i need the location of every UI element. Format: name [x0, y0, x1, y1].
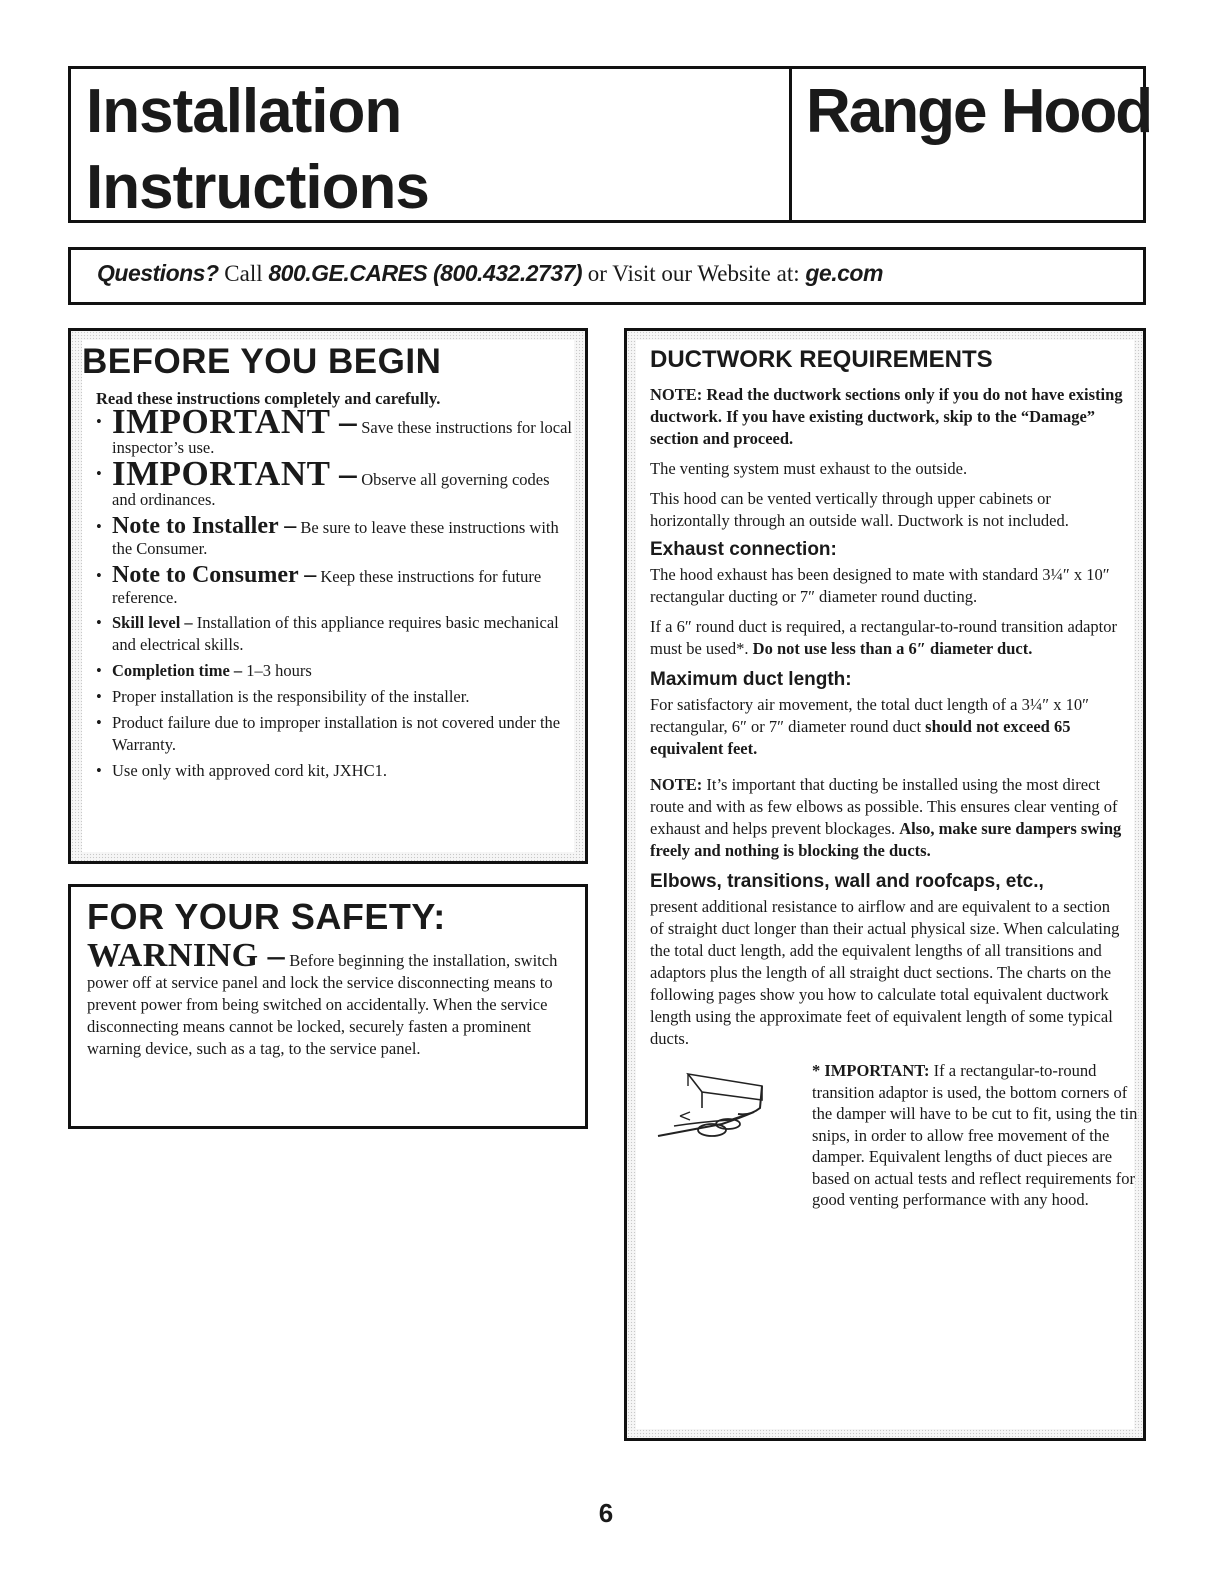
ductwork-p1: The venting system must exhaust to the outside.: [650, 459, 968, 478]
list-item: • IMPORTANT – Observe all governing codes and ordinances.: [96, 454, 550, 509]
before-you-begin-content: [82, 340, 574, 852]
before-list: [90, 402, 574, 782]
maxlen-heading: Maximum duct length:: [650, 669, 852, 690]
important-note: * IMPORTANT: If a rectangular-to-round transition adaptor is used, the bottom corners of the damper will have to be cut to fit, using the tin snips, in order to allow free movement of the damper. Equivalent lengths of duct pieces are based on actual tests and reflect requirements for good venting performance with any hood.: [812, 1061, 1138, 1209]
note2-p: NOTE: It’s important that ducting be installed using the most direct route and with as few elbows as possible. This ensures clear venting of exhaust and helps prevent blockages. Also, make sure dampers swing freely and nothing is blocking the ducts.: [650, 775, 1122, 860]
list-item: • Note to Installer – Be sure to leave these instructions with the Consumer.: [96, 513, 559, 558]
ductwork-note: NOTE: Read the ductwork sections only if you do not have existing ductwork. If you have existing ductwork, skip to the “Damage” section and proceed.: [650, 385, 1123, 448]
questions-bar: [68, 247, 1146, 305]
exhaust-heading: Exhaust connection:: [650, 539, 837, 560]
questions-lead: Questions?: [97, 260, 219, 286]
questions-visit: or Visit our Website at:: [587, 261, 800, 286]
list-item: • IMPORTANT – Save these instructions for local inspector’s use.: [96, 402, 572, 457]
elbows-heading: Elbows, transitions, wall and roofcaps, etc.,: [650, 871, 1044, 892]
list-item: • Note to Consumer – Keep these instructions for future reference.: [96, 562, 542, 607]
page-number: 6: [598, 1498, 614, 1528]
tin-snips-damper-icon: [650, 1064, 800, 1154]
title-line-2: Instructions: [86, 153, 429, 222]
safety-warning: [87, 937, 569, 1060]
ductwork-content: [636, 340, 1138, 1429]
before-heading: BEFORE YOU BEGIN: [82, 342, 442, 381]
list-item: • Product failure due to improper installation is not covered under the Warranty.: [96, 713, 561, 754]
before-intro: Read these instructions completely and carefully.: [96, 389, 441, 408]
list-item: • Use only with approved cord kit, JXHC1.: [96, 761, 387, 780]
warning-text: Before beginning the installation, switch power off at service panel and lock the service disconnecting means to prevent power from being switched on accidentally. When the service disconnecting means cannot be locked, securely fasten a prominent warning device, such as a tag, to the service panel.: [87, 951, 558, 1058]
maxlen-p: For satisfactory air movement, the total duct length of a 3¼″ x 10″ rectangular, 6″ or 7″ diameter round duct should not exceed 65 equivalent feet.: [650, 695, 1089, 758]
safety-heading: FOR YOUR SAFETY:: [87, 896, 446, 937]
ductwork-heading: DUCTWORK REQUIREMENTS: [650, 346, 993, 373]
product-name: Range Hood: [806, 77, 1152, 146]
warning-lead: WARNING –: [87, 937, 286, 974]
list-item: • Proper installation is the responsibility of the installer.: [96, 687, 470, 706]
phone-number: (800.432.2737): [433, 260, 583, 286]
questions-call: Call: [224, 261, 263, 286]
safety-box: [68, 884, 588, 1129]
list-item: • Skill level – Installation of this appliance requires basic mechanical and electrical skills.: [96, 613, 559, 654]
list-item: • Completion time – 1–3 hours: [96, 661, 312, 680]
elbows-p: present additional resistance to airflow and are equivalent to a section of straight duct longer than their actual physical size. When calculating the total duct length, add the equivalent lengths of all transitions and adaptors plus the length of all straight duct sections. The charts on the following pages show you how to calculate total equivalent ductwork length using the approximate feet of equivalent length of some typical ducts.: [650, 897, 1120, 1048]
title-line-1: Installation: [86, 77, 402, 146]
page-title: [86, 74, 776, 226]
ductwork-p2: This hood can be vented vertically through upper cabinets or horizontally through an outside wall. Ductwork is not included.: [650, 489, 1069, 530]
important-section: [650, 1060, 1138, 1290]
exhaust-p2: If a 6″ round duct is required, a rectangular-to-round transition adaptor must be used*. Do not use less than a 6″ diameter duct.: [650, 617, 1118, 658]
exhaust-p1: The hood exhaust has been designed to mate with standard 3¼″ x 10″ rectangular ducting or 7″ diameter round ducting.: [650, 565, 1110, 606]
phone-word: 800.GE.CARES: [268, 260, 428, 286]
website-link[interactable]: ge.com: [805, 260, 883, 286]
header-divider: [789, 66, 792, 223]
